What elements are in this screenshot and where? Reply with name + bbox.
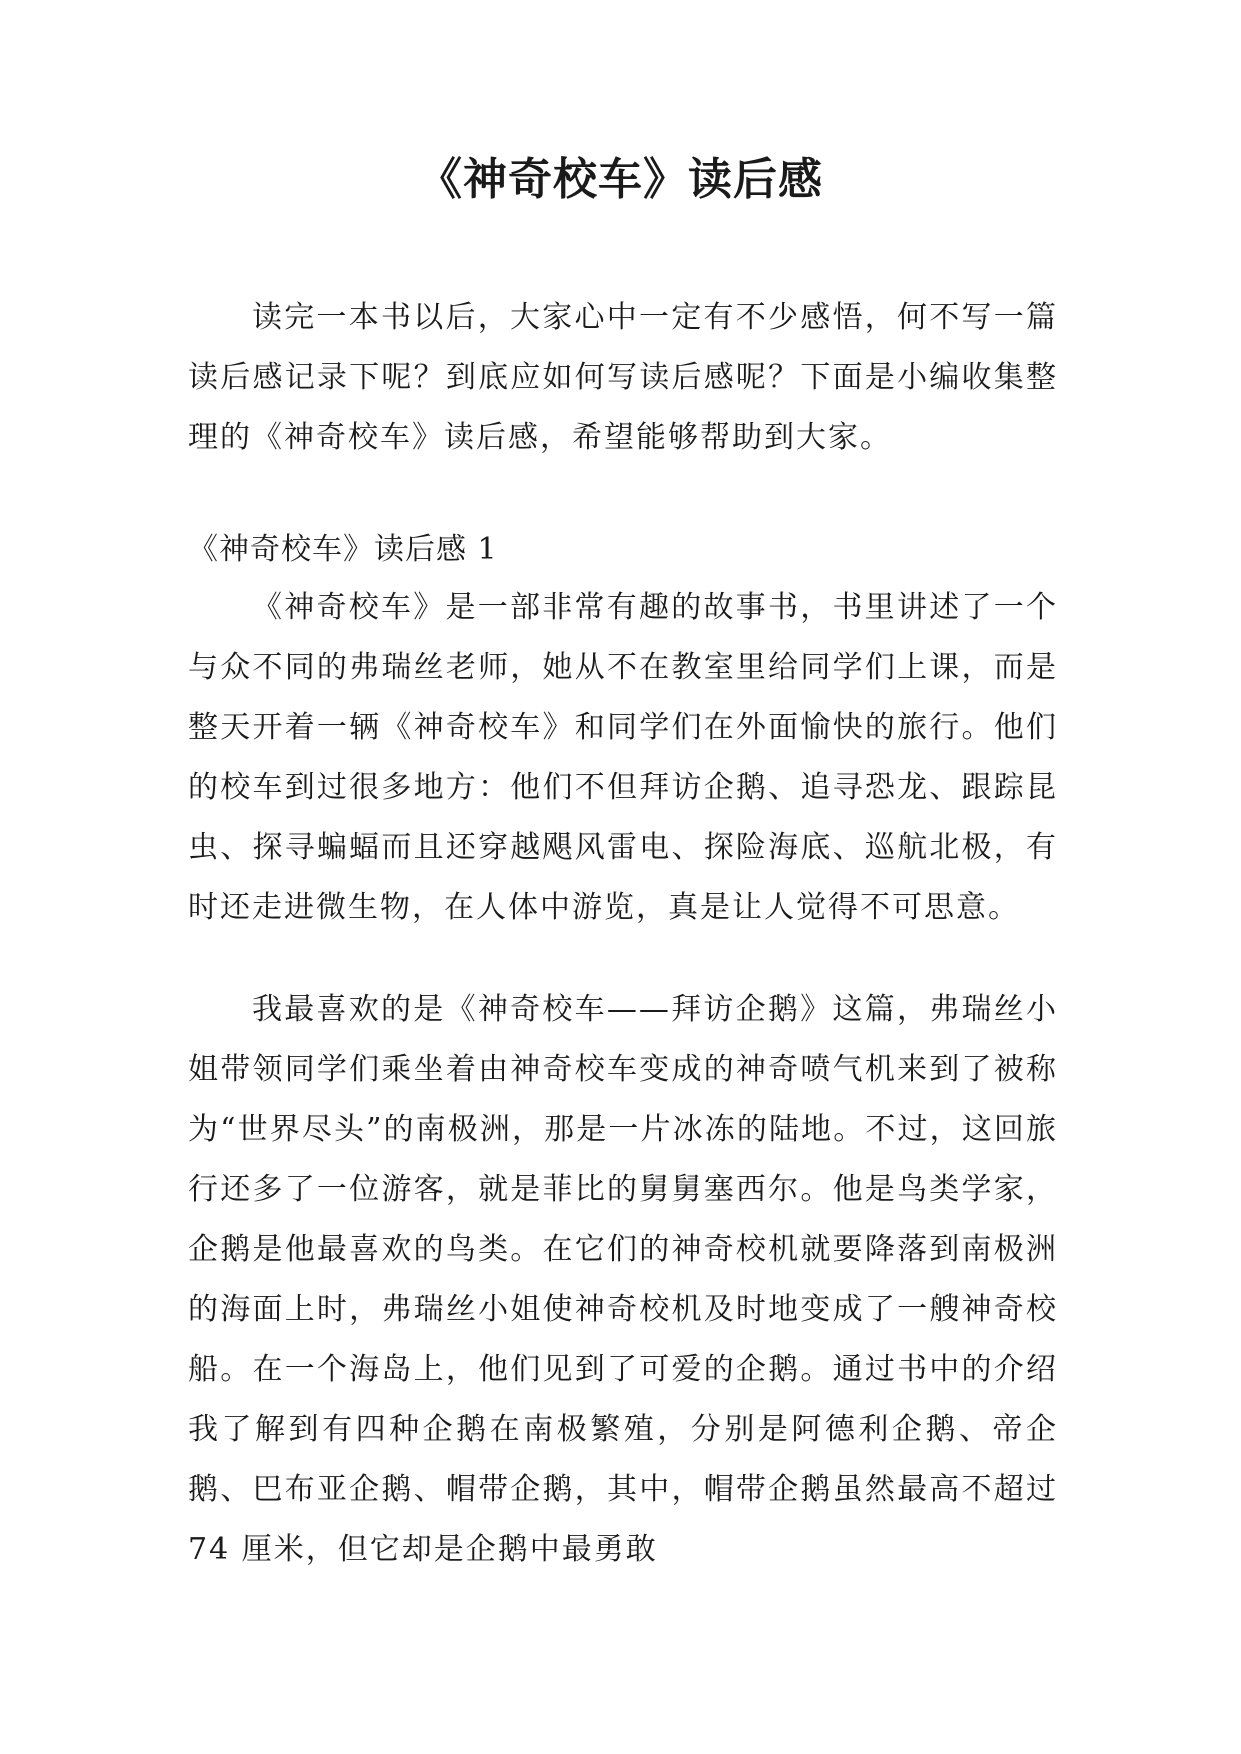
section-heading: 《神奇校车》读后感 1	[188, 532, 498, 567]
intro-paragraph: 读完一本书以后，大家心中一定有不少感悟，何不写一篇读后感记录下呢？到底应如何写读后感呢？下面是小编收集整理的《神奇校车》读后感，希望能够帮助到大家。	[188, 300, 1058, 455]
body-paragraph: 我最喜欢的是《神奇校车——拜访企鹅》这篇，弗瑞丝小姐带领同学们乘坐着由神奇校车变成的神奇喷气机来到了被称为“世界尽头”的南极洲，那是一片冰冻的陆地。不过，这回旅行还多了一位游客，就是菲比的舅舅塞西尔。他是鸟类学家，企鹅是他最喜欢的鸟类。在它们的神奇校机就要降落到南极洲的海面上时，弗瑞丝小姐使神奇校机及时地变成了一艘神奇校船。在一个海岛上，他们见到了可爱的企鹅。通过书中的介绍我了解到有四种企鹅在南极繁殖，分别是阿德利企鹅、帝企鹅、巴布亚企鹅、帽带企鹅，其中，帽带企鹅虽然最高不超过 74 厘米，但它却是企鹅中最勇敢	[188, 992, 1058, 1567]
document-title: 《神奇校车》读后感	[418, 154, 823, 205]
body-paragraph: 《神奇校车》是一部非常有趣的故事书，书里讲述了一个与众不同的弗瑞丝老师，她从不在教室里给同学们上课，而是整天开着一辆《神奇校车》和同学们在外面愉快的旅行。他们的校车到过很多地方：他们不但拜访企鹅、追寻恐龙、跟踪昆虫、探寻蝙蝠而且还穿越飓风雷电、探险海底、巡航北极，有时还走进微生物，在人体中游览，真是让人觉得不可思意。	[188, 590, 1058, 925]
